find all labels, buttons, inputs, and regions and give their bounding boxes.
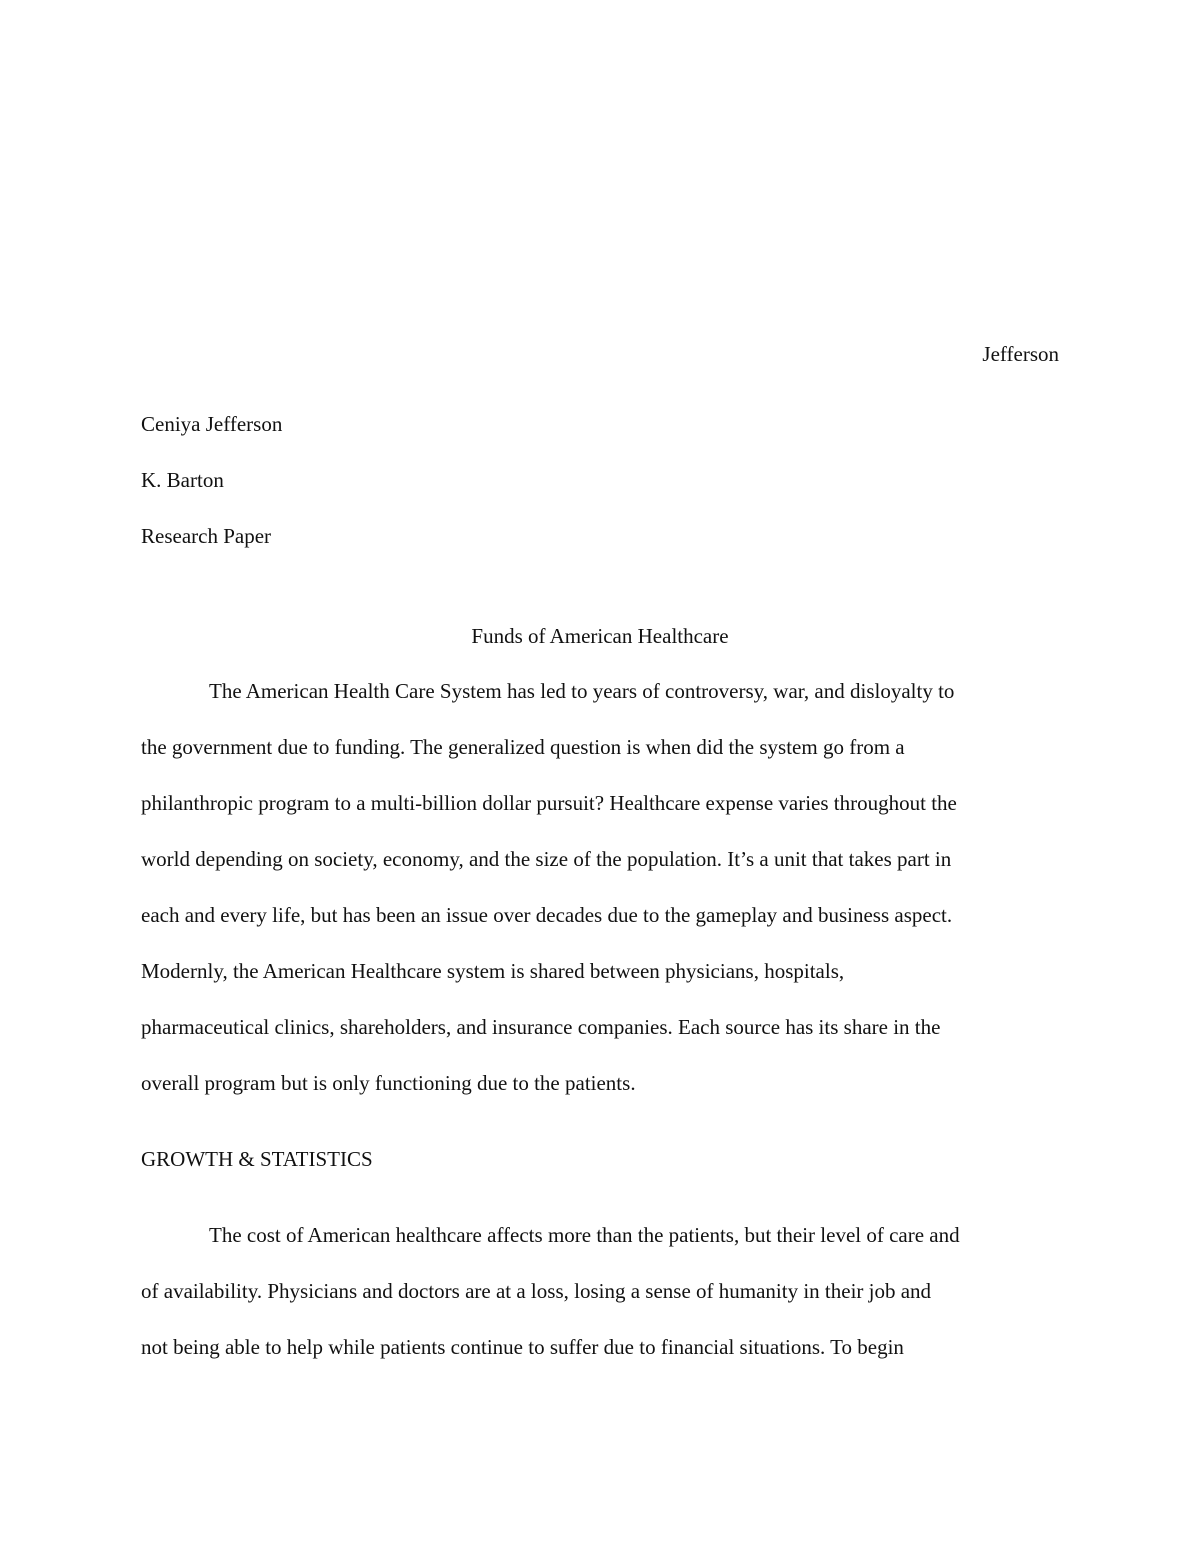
paragraph-line: world depending on society, economy, and the size of the population. It’s a unit that takes part in <box>141 847 952 871</box>
paragraph-line: of availability. Physicians and doctors are at a loss, losing a sense of humanity in their job and <box>141 1279 932 1303</box>
paragraph-intro <box>141 663 1059 1111</box>
instructor-name: K. Barton <box>141 468 224 492</box>
course-name: Research Paper <box>141 524 272 548</box>
paragraph-line: the government due to funding. The generalized question is when did the system go from a <box>141 735 905 759</box>
paper-title: Funds of American Healthcare <box>471 624 729 648</box>
paragraph-line: philanthropic program to a multi-billion dollar pursuit? Healthcare expense varies throughout the <box>141 791 957 815</box>
section-heading: GROWTH & STATISTICS <box>141 1147 373 1171</box>
paragraph-line: Modernly, the American Healthcare system is shared between physicians, hospitals, <box>141 959 845 983</box>
running-head: Jefferson <box>982 342 1059 366</box>
paragraph-growth <box>141 1207 1059 1375</box>
paragraph-line: overall program but is only functioning due to the patients. <box>141 1071 636 1095</box>
paragraph-line: pharmaceutical clinics, shareholders, and insurance companies. Each source has its share in the <box>141 1015 941 1039</box>
heading-block <box>141 396 1059 564</box>
author-name: Ceniya Jefferson <box>141 412 283 436</box>
paragraph-line: The American Health Care System has led to years of controversy, war, and disloyalty to <box>209 679 955 703</box>
paragraph-line: not being able to help while patients continue to suffer due to financial situations. To begin <box>141 1335 904 1359</box>
paragraph-line: The cost of American healthcare affects more than the patients, but their level of care and <box>209 1223 960 1247</box>
paragraph-line: each and every life, but has been an issue over decades due to the gameplay and business aspect. <box>141 903 953 927</box>
